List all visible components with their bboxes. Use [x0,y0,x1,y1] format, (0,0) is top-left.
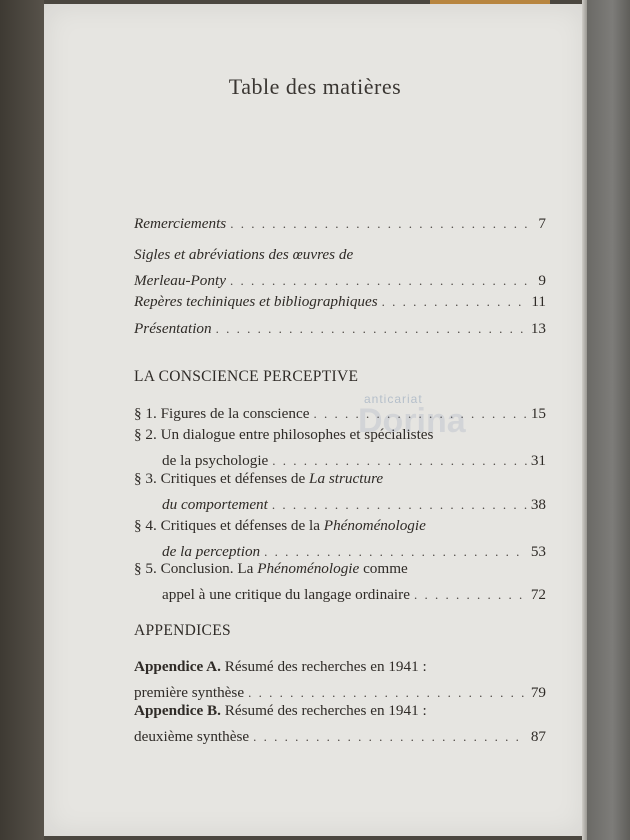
page-number: 31 [530,452,546,469]
page-number: 13 [530,320,546,337]
entry-label: Repères techiniques et bibliographiques [134,293,378,310]
toc-entry-appendice-b [134,698,546,750]
section-heading-conscience: LA CONSCIENCE PERCEPTIVE [134,368,359,385]
entry-label-italic: La structure [309,470,384,487]
section-heading-appendices: APPENDICES [134,622,231,639]
page-number: 79 [530,684,546,701]
entry-label-cont: première synthèse [134,684,245,701]
entry-label: Résumé des recherches en 1941 : [220,658,427,675]
entry-label-cont: appel à une critique du langage ordinaire [162,586,410,603]
page-number: 72 [530,586,546,603]
entry-label-cont: de la perception [162,543,261,560]
page-number: 7 [538,215,546,232]
leader-dots [414,582,527,608]
entry-label-cont: de la psychologie [162,452,269,469]
page-number: 9 [538,272,546,289]
leader-dots [216,316,527,342]
entry-label: § 2. Un dialogue entre philosophes et spécialistes [134,426,434,443]
page-number: 87 [530,728,546,745]
toc-entry-reperes [134,289,546,315]
entry-label: § 1. Figures de la conscience [134,405,310,422]
page-number: 15 [530,405,546,422]
watermark-logo: Dorina [358,402,466,440]
appendix-label: Appendice B. [134,702,221,719]
entry-label-cont: deuxième synthèse [134,728,250,745]
page-number: 11 [531,293,546,310]
entry-label: § 3. Critiques et défenses de [134,470,310,487]
entry-label: comme [359,560,408,577]
page-title: Table des matières [228,74,402,99]
leader-dots [382,289,528,315]
entry-label-italic: Phénoménologie [257,560,360,577]
page-number: 53 [530,543,546,560]
toc-entry-s5 [134,556,546,608]
entry-label: Sigles et abréviations des œuvres de [134,246,354,263]
toc-entry-sigles [134,242,546,294]
entry-label: Remerciements [134,215,227,232]
entry-label: Présentation [134,320,212,337]
background-right [586,0,630,840]
entry-label: § 5. Conclusion. La [134,560,258,577]
entry-label: Résumé des recherches en 1941 : [220,702,427,719]
page-edge [582,0,587,840]
appendix-label: Appendice A. [134,658,221,675]
leader-dots [230,211,534,237]
page-number: 38 [530,496,546,513]
toc-entry-remerciements [134,211,546,237]
book-page [44,4,586,836]
background-left [0,0,44,840]
entry-label: Merleau-Ponty [134,272,226,289]
entry-label-italic: Phénoménologie [323,517,426,534]
toc-entry-s3 [134,466,546,518]
watermark-text: anticariat [364,392,423,406]
entry-label: § 4. Critiques et défenses de la [134,517,324,534]
toc-entry-presentation [134,316,546,342]
entry-label-cont: du comportement [162,496,268,513]
leader-dots [253,724,527,750]
